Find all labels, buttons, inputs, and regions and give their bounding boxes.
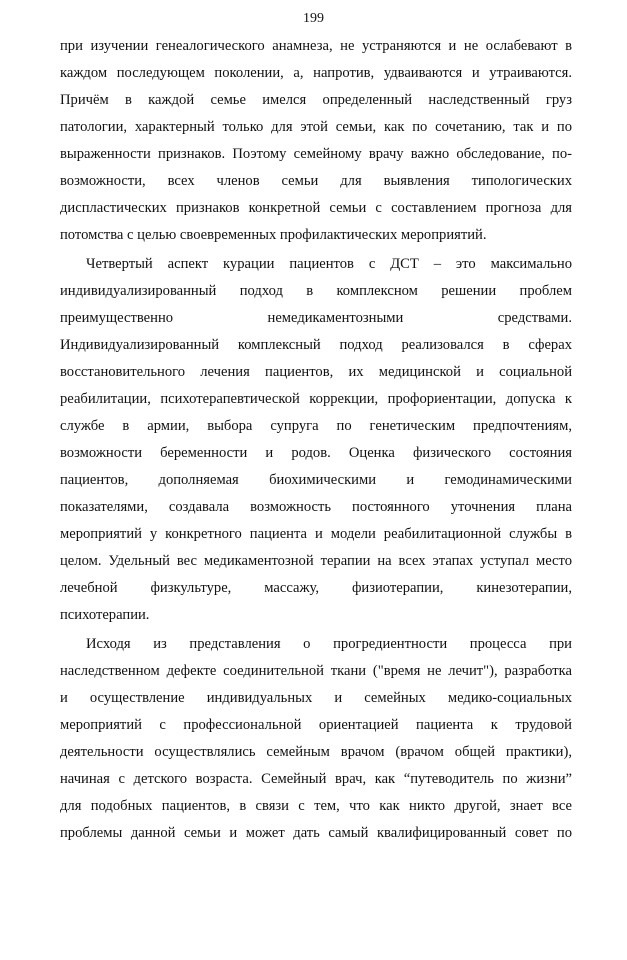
text-line: показателями, создавала возможность постоянного уточнения плана [60, 499, 572, 515]
text-line: Индивидуализированный комплексный подход реализовался в сферах [60, 337, 572, 353]
text-line: патологии, характерный только для этой семьи, как по сочетанию, так и по [60, 119, 572, 135]
text-line: возможности беременности и родов. Оценка физического состояния [60, 445, 572, 461]
text-line: возможности, всех членов семьи для выявления типологических [60, 173, 572, 189]
text-line: индивидуализированный подход в комплексном решении проблем [60, 283, 572, 299]
text-line: мероприятий у конкретного пациента и модели реабилитационной службы в [60, 526, 572, 542]
text-line: преимущественно немедикаментозными средствами. [60, 310, 572, 326]
text-line: начиная с детского возраста. Семейный врач, как “путеводитель по жизни” [60, 771, 572, 787]
text-line: для подобных пациентов, в связи с тем, что как никто другой, знает все [60, 798, 572, 814]
text-line: Четвертый аспект курации пациентов с ДСТ – это максимально [86, 256, 572, 272]
text-line: каждом последующем поколении, а, напротив, удваиваются и утраиваются. [60, 65, 572, 81]
text-line: проблемы данной семьи и может дать самый квалифицированный совет по [60, 825, 572, 841]
text-line: восстановительного лечения пациентов, их медицинской и социальной [60, 364, 572, 380]
text-line: Исходя из представления о прогредиентности процесса при [86, 636, 572, 652]
text-line: потомства с целью своевременных профилактических мероприятий. [60, 227, 487, 243]
text-line: деятельности осуществлялись семейным врачом (врачом общей практики), [60, 744, 572, 760]
text-line: пациентов, дополняемая биохимическими и гемодинамическими [60, 472, 572, 488]
text-line: реабилитации, психотерапевтической коррекции, профориентации, допуска к [60, 391, 572, 407]
text-line: при изучении генеалогического анамнеза, не устраняются и не ослабевают в [60, 38, 572, 54]
text-line: наследственном дефекте соединительной ткани ("время не лечит"), разработка [60, 663, 572, 679]
text-line: службе в армии, выбора супруга по генетическим предпочтениям, [60, 418, 572, 434]
text-line: лечебной физкультуре, массажу, физиотерапии, кинезотерапии, [60, 580, 572, 596]
text-line: Причём в каждой семье имелся определенный наследственный груз [60, 92, 572, 108]
text-line: психотерапии. [60, 607, 150, 623]
text-line: выраженности признаков. Поэтому семейному врачу важно обследование, по- [60, 146, 572, 162]
text-line: целом. Удельный вес медикаментозной терапии на всех этапах уступал место [60, 553, 572, 569]
text-line: и осуществление индивидуальных и семейных медико-социальных [60, 690, 572, 706]
text-line: мероприятий с профессиональной ориентацией пациента к трудовой [60, 717, 572, 733]
page-number: 199 [303, 11, 324, 26]
text-line: диспластических признаков конкретной семьи с составлением прогноза для [60, 200, 572, 216]
